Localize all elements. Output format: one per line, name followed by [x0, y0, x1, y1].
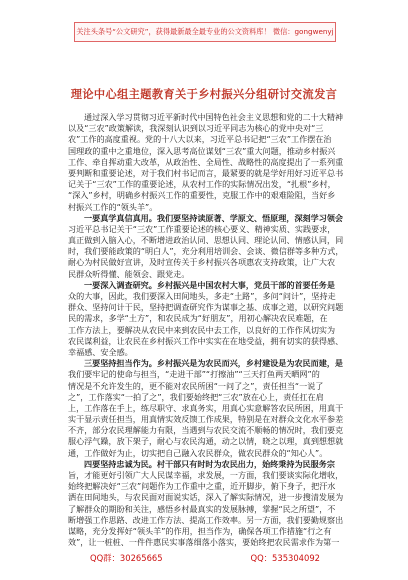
promo-banner[interactable]: 关注头条号“公文研究”，获得最新最全最专业的公文资料库！ 微信：gongwenyj	[74, 22, 336, 42]
text-line: 实干显示责任担当，用真情实效反馈工作成果，特别是在对群众文化水平参差	[68, 414, 344, 425]
text-line: “深入”乡村，明确乡村振兴工作的重要性，克服工作中的艰难险阻，当好乡	[68, 190, 336, 201]
text-line: 了解群众的期盼和关注，感悟乡村最真实的发展脉搏，掌握“民之所望”，不	[68, 503, 336, 514]
text-line: 要判断和重要论述，对于我们村书记而言，最紧要的就是学好用好习近平总书	[68, 167, 344, 178]
document-body	[68, 112, 348, 548]
text-line: 真正做到入脑入心，不断增进政治认同、思想认同、理论认同、情感认同，同	[68, 235, 344, 246]
text-line: 民群众听得懂、能领会、跟党走。	[68, 268, 190, 279]
text-line: 情况是不允许发生的，更不能对农民所困“一问了之”，责任担当“一说了	[68, 380, 324, 391]
text-line: 服心浮气躁，放下架子，耐心与农民沟通，动之以情，晓之以理，真到想想就	[68, 436, 344, 447]
text-line: 上，工作落在手上，练尽职守、求真务实，用真心实意解答农民所困，用真干	[68, 402, 344, 413]
text-line: 国理政的重中之重地位，深入思考高位谋划“三农”重大问题，推动乡村振兴	[68, 145, 336, 156]
text-line: 四要坚持忠诚为民。村干部只有时时为农民出力，始终秉持为民服务宗	[84, 458, 335, 469]
text-line: 幸福感、安全感。	[68, 346, 133, 357]
text-line: 断增强工作思路、改进工作方法、提高工作效率。另一方面，我们要勤规察出	[68, 514, 344, 525]
text-line: 效”，让一桩桩、一件件惠民实事落细落小落实，要始终把农民需求作为第一	[68, 537, 340, 548]
text-line: 之”，工作落实“一拍了之”，我们要始终把“三农”放在心上，责任扛在肩	[68, 391, 324, 402]
text-line: 群众、坚持问计于民，坚持把调查研究作为谋事之基、成事之道，以研究问题	[68, 302, 344, 313]
text-line: 三要坚持担当作为。乡村振兴是为农民而兴，乡村建设是为农民而建，是	[84, 358, 344, 369]
text-line: 以及“三农”政策解读，我深刻认识到以习近平同志为核心的党中央对“三	[68, 123, 324, 134]
text-line: 农”工作的高度重视。党的十八大以来，习近平总书记把“三农”工作摆在治	[68, 134, 332, 145]
text-line: 通，工作做好为止，切实把自己融入农民群众，做农民群众的“知心人”。	[68, 447, 328, 458]
text-line: 时，我们要能政策的“明白人”，充分利用培训会、会谈、微信群等多种方式，	[68, 246, 344, 257]
text-line: 始终把解决好“三农”问题作为工作重中之重，近开脚步，俯下身子，把汗水	[68, 481, 336, 492]
text-line: 工作、牵自挥动重大改革，从政治性、全局性、战略性的高度提出了一系列重	[68, 156, 344, 167]
text-line: 习近平总书记关于“三农”工作重要论述的核心要义、精神实质、实践要求，	[68, 223, 336, 234]
qq-text: QQ：535304092	[250, 553, 320, 563]
text-line: 村振兴工作的“领头羊”。	[68, 201, 158, 212]
text-line: 不齐，部分农民理解能力有限，当遇到与农民交流不顺畅的情况时，我们要克	[68, 425, 344, 436]
text-line: 旨，才能更好引领广大人民谋幸福，求发展，一方面，我们要谈实际化增收，	[68, 470, 344, 480]
text-line: 民的需求，多学“土方”，和农民成为“好朋友”，用初心解决农民难题，在	[68, 313, 328, 324]
text-line: 我们要牢记的使命与担当，“走进干部”“打擦油”“三天打鱼两天晒网”的	[68, 369, 320, 380]
text-line: 农民谋利益，让农民在乡村振兴工作中实实在在地受益，拥有切实的获得感、	[68, 335, 344, 346]
qq-group-text: QQ群：30265665	[90, 553, 163, 563]
text-line: 洒在田间地头，与农民面对面说实话，深入了解实际情况，进一步搜清发展为	[68, 492, 344, 503]
text-line: 谋略，充分发挥好“领头羊”的作用，担当作为，确保各项工作措施“行之有	[68, 525, 332, 536]
text-line: 一要真学真信真用。我们要坚持读原著、学原文、悟原理，深刻学习领会	[84, 212, 344, 223]
document-title: 理论中心组主题教育关于乡村振兴分组研讨交流发言	[70, 88, 338, 101]
text-line: 通过深入学习贯彻习近平新时代中国特色社会主义思想和党的二十大精神	[84, 112, 344, 122]
text-line: 工作方法上，要解决从农民中来到农民中去工作，以良好的工作作风切实为	[68, 324, 336, 335]
text-line: 众的大事，因此，我们要深入田间地头，多走“土路”，多问“问计”，坚持走	[68, 291, 336, 301]
text-line: 耐心为村民做好宣讲，及时宣传关于乡村振兴各项惠农支持政策，让广大农	[68, 257, 336, 268]
footer	[90, 552, 320, 564]
text-line: 记关于“三农”工作的重要论述，从农村工作的实际情况出发，“扎根”乡村，	[68, 179, 336, 190]
text-line: 一要深入调查研究。乡村振兴是中国农村大事，党员干部的首要任务是	[84, 279, 335, 290]
